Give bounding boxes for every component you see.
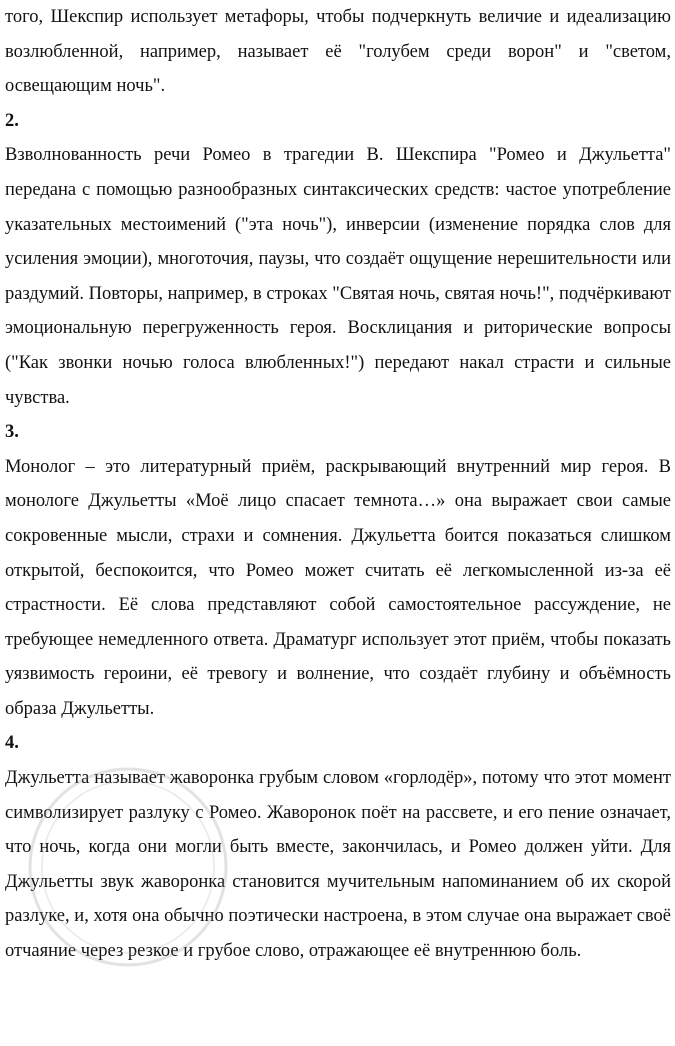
intro-paragraph: того, Шекспир использует метафоры, чтобы подчеркнуть величие и идеализацию возлюбленной, например, называет её "голубем среди ворон" и "светом, освещающим ночь". <box>5 7 671 97</box>
answer-paragraph-4: Джульетта называет жаворонка грубым словом «горлодёр», потому что этот момент символизирует разлуку с Ромео. Жаворонок поёт на рассвете, и его пение означает, что ночь, когда они могли быть вместе, закончилась, и Ромео должен уйти. Для Джульетты звук жаворонка становится мучительным напоминанием об их скорой разлуке, и, хотя она обычно поэтически настроена, в этом случае она выражает своё отчаяние через резкое и грубое слово, отражающее её внутреннюю боль. <box>5 768 671 962</box>
answer-paragraph-2: Взволнованность речи Ромео в трагедии В. Шекспира "Ромео и Джульетта" передана с помощью разнообразных синтаксических средств: частое употребление указательных местоимений ("эта ночь"), инверсии (изменение порядка слов для усиления эмоции), многоточия, паузы, что создаёт ощущение нерешительности или раздумий. Повторы, например, в строках "Святая ночь, святая ночь!", подчёркивают эмоциональную перегруженность героя. Восклицания и риторические вопросы ("Как звонки ночью голоса влюбленных!") передают накал страсти и сильные чувства. <box>5 145 671 408</box>
section-number-3: 3. <box>5 422 19 443</box>
section-number-2: 2. <box>5 110 19 131</box>
document-page <box>5 0 671 969</box>
answer-paragraph-3: Монолог – это литературный приём, раскрывающий внутренний мир героя. В монологе Джульетты «Моё лицо спасает темнота…» она выражает свои самые сокровенные мысли, страхи и сомнения. Джульетта боится показаться слишком открытой, беспокоится, что Ромео может считать её легкомысленной из-за её страстности. Её слова представляют собой самостоятельное рассуждение, не требующее немедленного ответа. Драматург использует этот приём, чтобы показать уязвимость героини, её тревогу и волнение, что создаёт глубину и объёмность образа Джульетты. <box>5 456 671 719</box>
section-number-4: 4. <box>5 733 19 754</box>
